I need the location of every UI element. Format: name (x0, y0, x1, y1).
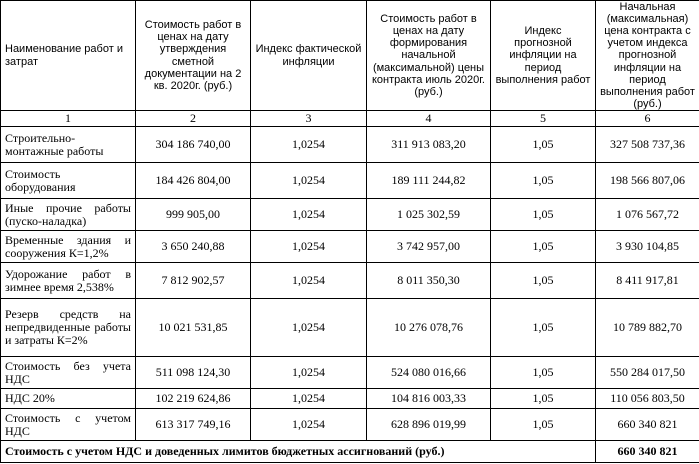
cell-cost-july: 8 011 350,30 (367, 263, 491, 299)
column-number-row (1, 111, 699, 127)
cell-cost-q2: 999 905,00 (136, 199, 251, 231)
column-number: 1 (1, 111, 136, 127)
table-row (1, 127, 699, 163)
cell-cost-q2: 102 219 624,86 (136, 389, 251, 409)
header-actual-index: Индекс фактической инфляции (251, 1, 367, 111)
cell-initial-price: 550 284 017,50 (596, 357, 699, 389)
cell-cost-july: 3 742 957,00 (367, 231, 491, 263)
cell-initial-price: 3 930 104,85 (596, 231, 699, 263)
cell-actual-index: 1,0254 (251, 263, 367, 299)
cell-cost-q2: 511 098 124,30 (136, 357, 251, 389)
table-row (1, 389, 699, 409)
cell-forecast-index: 1,05 (491, 299, 596, 357)
cell-forecast-index: 1,05 (491, 263, 596, 299)
row-name: Стоимость с учетом НДС (1, 409, 136, 441)
table-row (1, 199, 699, 231)
row-name: Стоимость оборудования (1, 163, 136, 199)
column-number: 4 (367, 111, 491, 127)
cell-forecast-index: 1,05 (491, 389, 596, 409)
column-number: 5 (491, 111, 596, 127)
cell-forecast-index: 1,05 (491, 127, 596, 163)
cell-initial-price: 327 508 737,36 (596, 127, 699, 163)
row-name: Строительно-монтажные работы (1, 127, 136, 163)
header-work-name: Наименование работ и затрат (1, 1, 136, 111)
cell-cost-q2: 304 186 740,00 (136, 127, 251, 163)
row-name: Резерв средств на непредвиденные работы и затраты К=2% (1, 299, 136, 357)
cell-initial-price: 1 076 567,72 (596, 199, 699, 231)
cell-forecast-index: 1,05 (491, 163, 596, 199)
cell-forecast-index: 1,05 (491, 199, 596, 231)
cell-actual-index: 1,0254 (251, 127, 367, 163)
cell-forecast-index: 1,05 (491, 409, 596, 441)
cell-initial-price: 198 566 807,06 (596, 163, 699, 199)
cell-cost-july: 628 896 019,99 (367, 409, 491, 441)
table-row (1, 231, 699, 263)
cell-cost-july: 1 025 302,59 (367, 199, 491, 231)
table-row (1, 357, 699, 389)
column-number: 6 (596, 111, 699, 127)
header-row (1, 1, 699, 111)
header-initial-price: Начальная (максимальная) цена контракта с учетом индекса прогнозной инфляции на период выполнения работ (руб.) (596, 1, 699, 111)
header-cost-q2: Стоимость работ в ценах на дату утверждения сметной документации на 2 кв. 2020г. (руб.) (136, 1, 251, 111)
cell-cost-july: 104 816 003,33 (367, 389, 491, 409)
column-number: 3 (251, 111, 367, 127)
row-name: Иные прочие работы (пуско-наладка) (1, 199, 136, 231)
cell-actual-index: 1,0254 (251, 357, 367, 389)
cell-initial-price: 660 340 821 (596, 409, 699, 441)
cell-actual-index: 1,0254 (251, 231, 367, 263)
cell-cost-july: 10 276 078,76 (367, 299, 491, 357)
cell-cost-july: 311 913 083,20 (367, 127, 491, 163)
cell-cost-july: 189 111 244,82 (367, 163, 491, 199)
cell-actual-index: 1,0254 (251, 409, 367, 441)
table-row (1, 163, 699, 199)
total-value: 660 340 821 (596, 441, 699, 463)
cell-cost-q2: 184 426 804,00 (136, 163, 251, 199)
cell-cost-q2: 10 021 531,85 (136, 299, 251, 357)
row-name: Стоимость без учета НДС (1, 357, 136, 389)
cell-forecast-index: 1,05 (491, 357, 596, 389)
cell-forecast-index: 1,05 (491, 231, 596, 263)
cell-actual-index: 1,0254 (251, 199, 367, 231)
cell-cost-q2: 3 650 240,88 (136, 231, 251, 263)
cell-initial-price: 110 056 803,50 (596, 389, 699, 409)
total-row (1, 441, 699, 463)
table-row (1, 299, 699, 357)
header-cost-july: Стоимость работ в ценах на дату формирования начальной (максимальной) цены контракта июль 2020г. (руб.) (367, 1, 491, 111)
table-row (1, 263, 699, 299)
cell-actual-index: 1,0254 (251, 299, 367, 357)
row-name: НДС 20% (1, 389, 136, 409)
cell-initial-price: 10 789 882,70 (596, 299, 699, 357)
cell-actual-index: 1,0254 (251, 163, 367, 199)
header-forecast-index: Индекс прогнозной инфляции на период выполнения работ (491, 1, 596, 111)
cell-cost-q2: 613 317 749,16 (136, 409, 251, 441)
cell-cost-july: 524 080 016,66 (367, 357, 491, 389)
cell-actual-index: 1,0254 (251, 389, 367, 409)
table-row (1, 409, 699, 441)
cell-initial-price: 8 411 917,81 (596, 263, 699, 299)
cell-cost-q2: 7 812 902,57 (136, 263, 251, 299)
row-name: Удорожание работ в зимнее время 2,538% (1, 263, 136, 299)
row-name: Временные здания и сооружения К=1,2% (1, 231, 136, 263)
total-label: Стоимость с учетом НДС и доведенных лимитов бюджетных ассигнований (руб.) (1, 441, 596, 463)
column-number: 2 (136, 111, 251, 127)
